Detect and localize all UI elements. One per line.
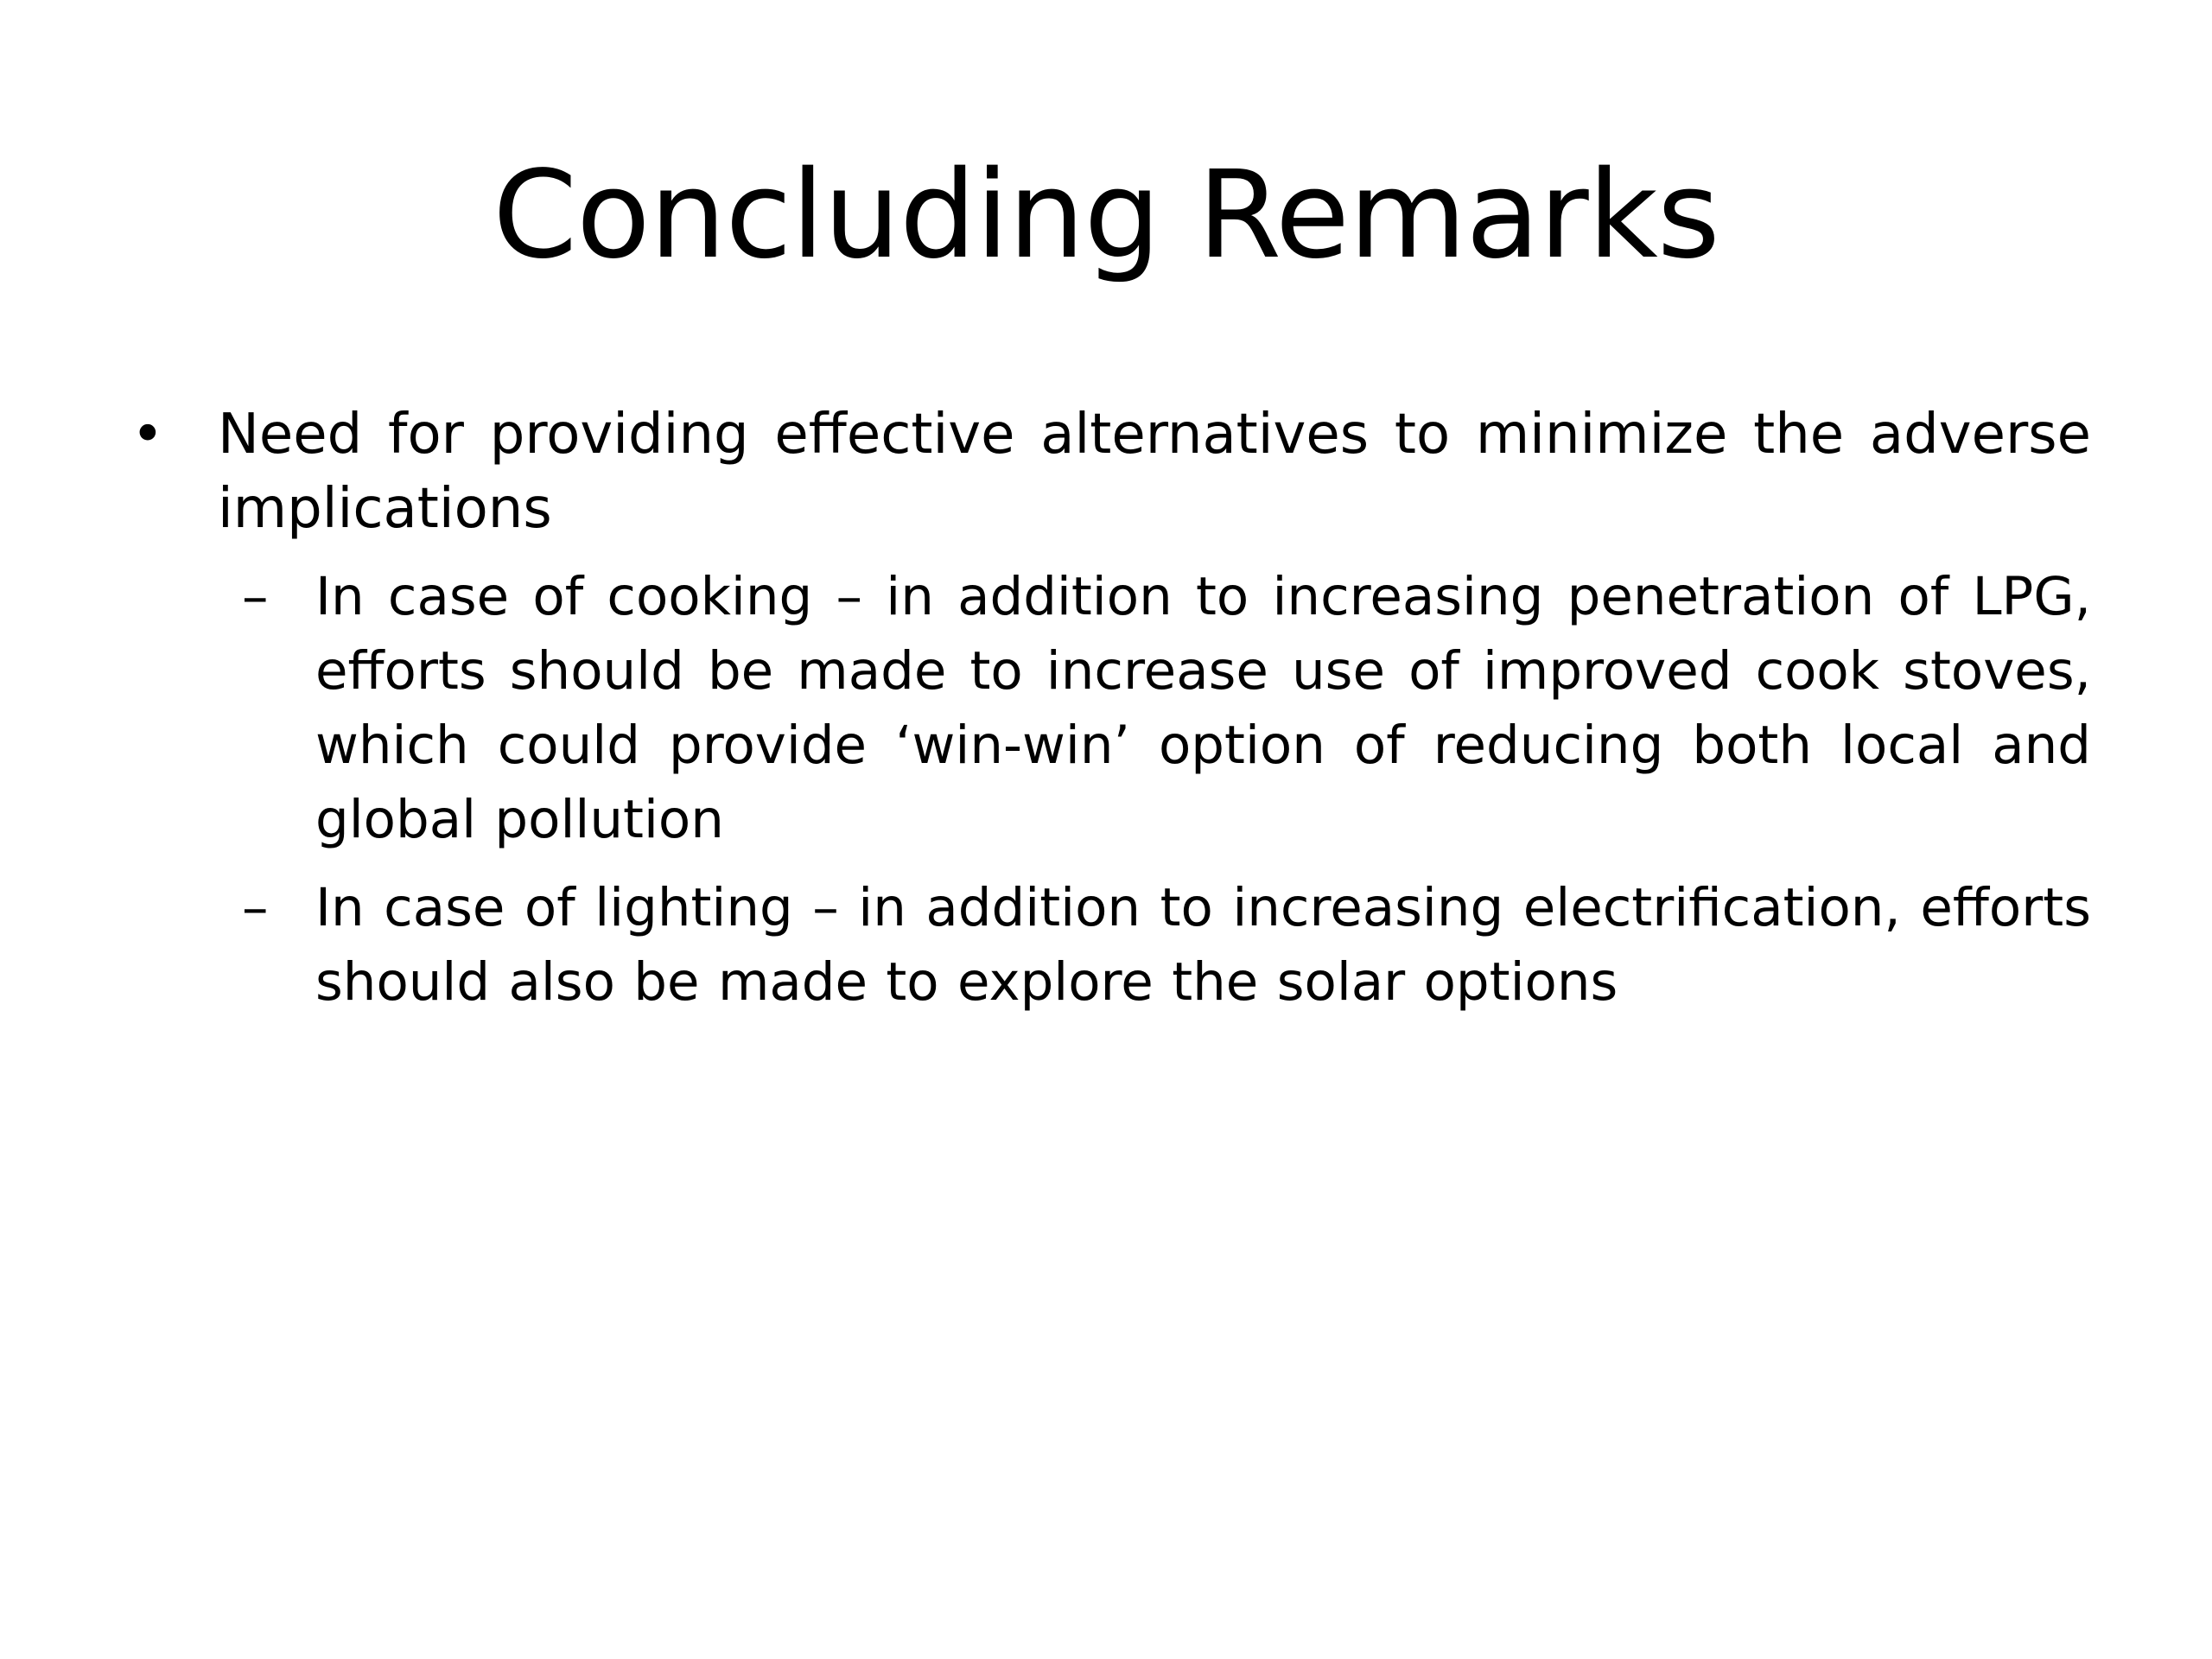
dash-marker: –: [242, 566, 269, 627]
sub-bullet-list: [130, 560, 2091, 1020]
sub-bullet-item-lighting: [130, 871, 2091, 1020]
bullet-text: Need for providing effective alternatives to minimize the adverse implications: [218, 403, 2091, 541]
bullet-item: [130, 397, 2091, 546]
sub-bullet-item-cooking: [130, 560, 2091, 857]
slide-title: Concluding Remarks: [493, 145, 1719, 286]
slide-body: [130, 397, 2091, 1020]
sub-bullet-text: In case of cooking – in addition to increasing penetration of LPG, efforts should be made to increase use of improved cook stoves, which could provide ‘win-win’ option of reducing both local and global pollution: [315, 566, 2091, 850]
dash-marker: –: [242, 877, 269, 938]
bullet-marker: •: [131, 403, 164, 467]
sub-bullet-text: In case of lighting – in addition to increasing electrification, efforts should also be made to explore the solar options: [315, 877, 2091, 1013]
